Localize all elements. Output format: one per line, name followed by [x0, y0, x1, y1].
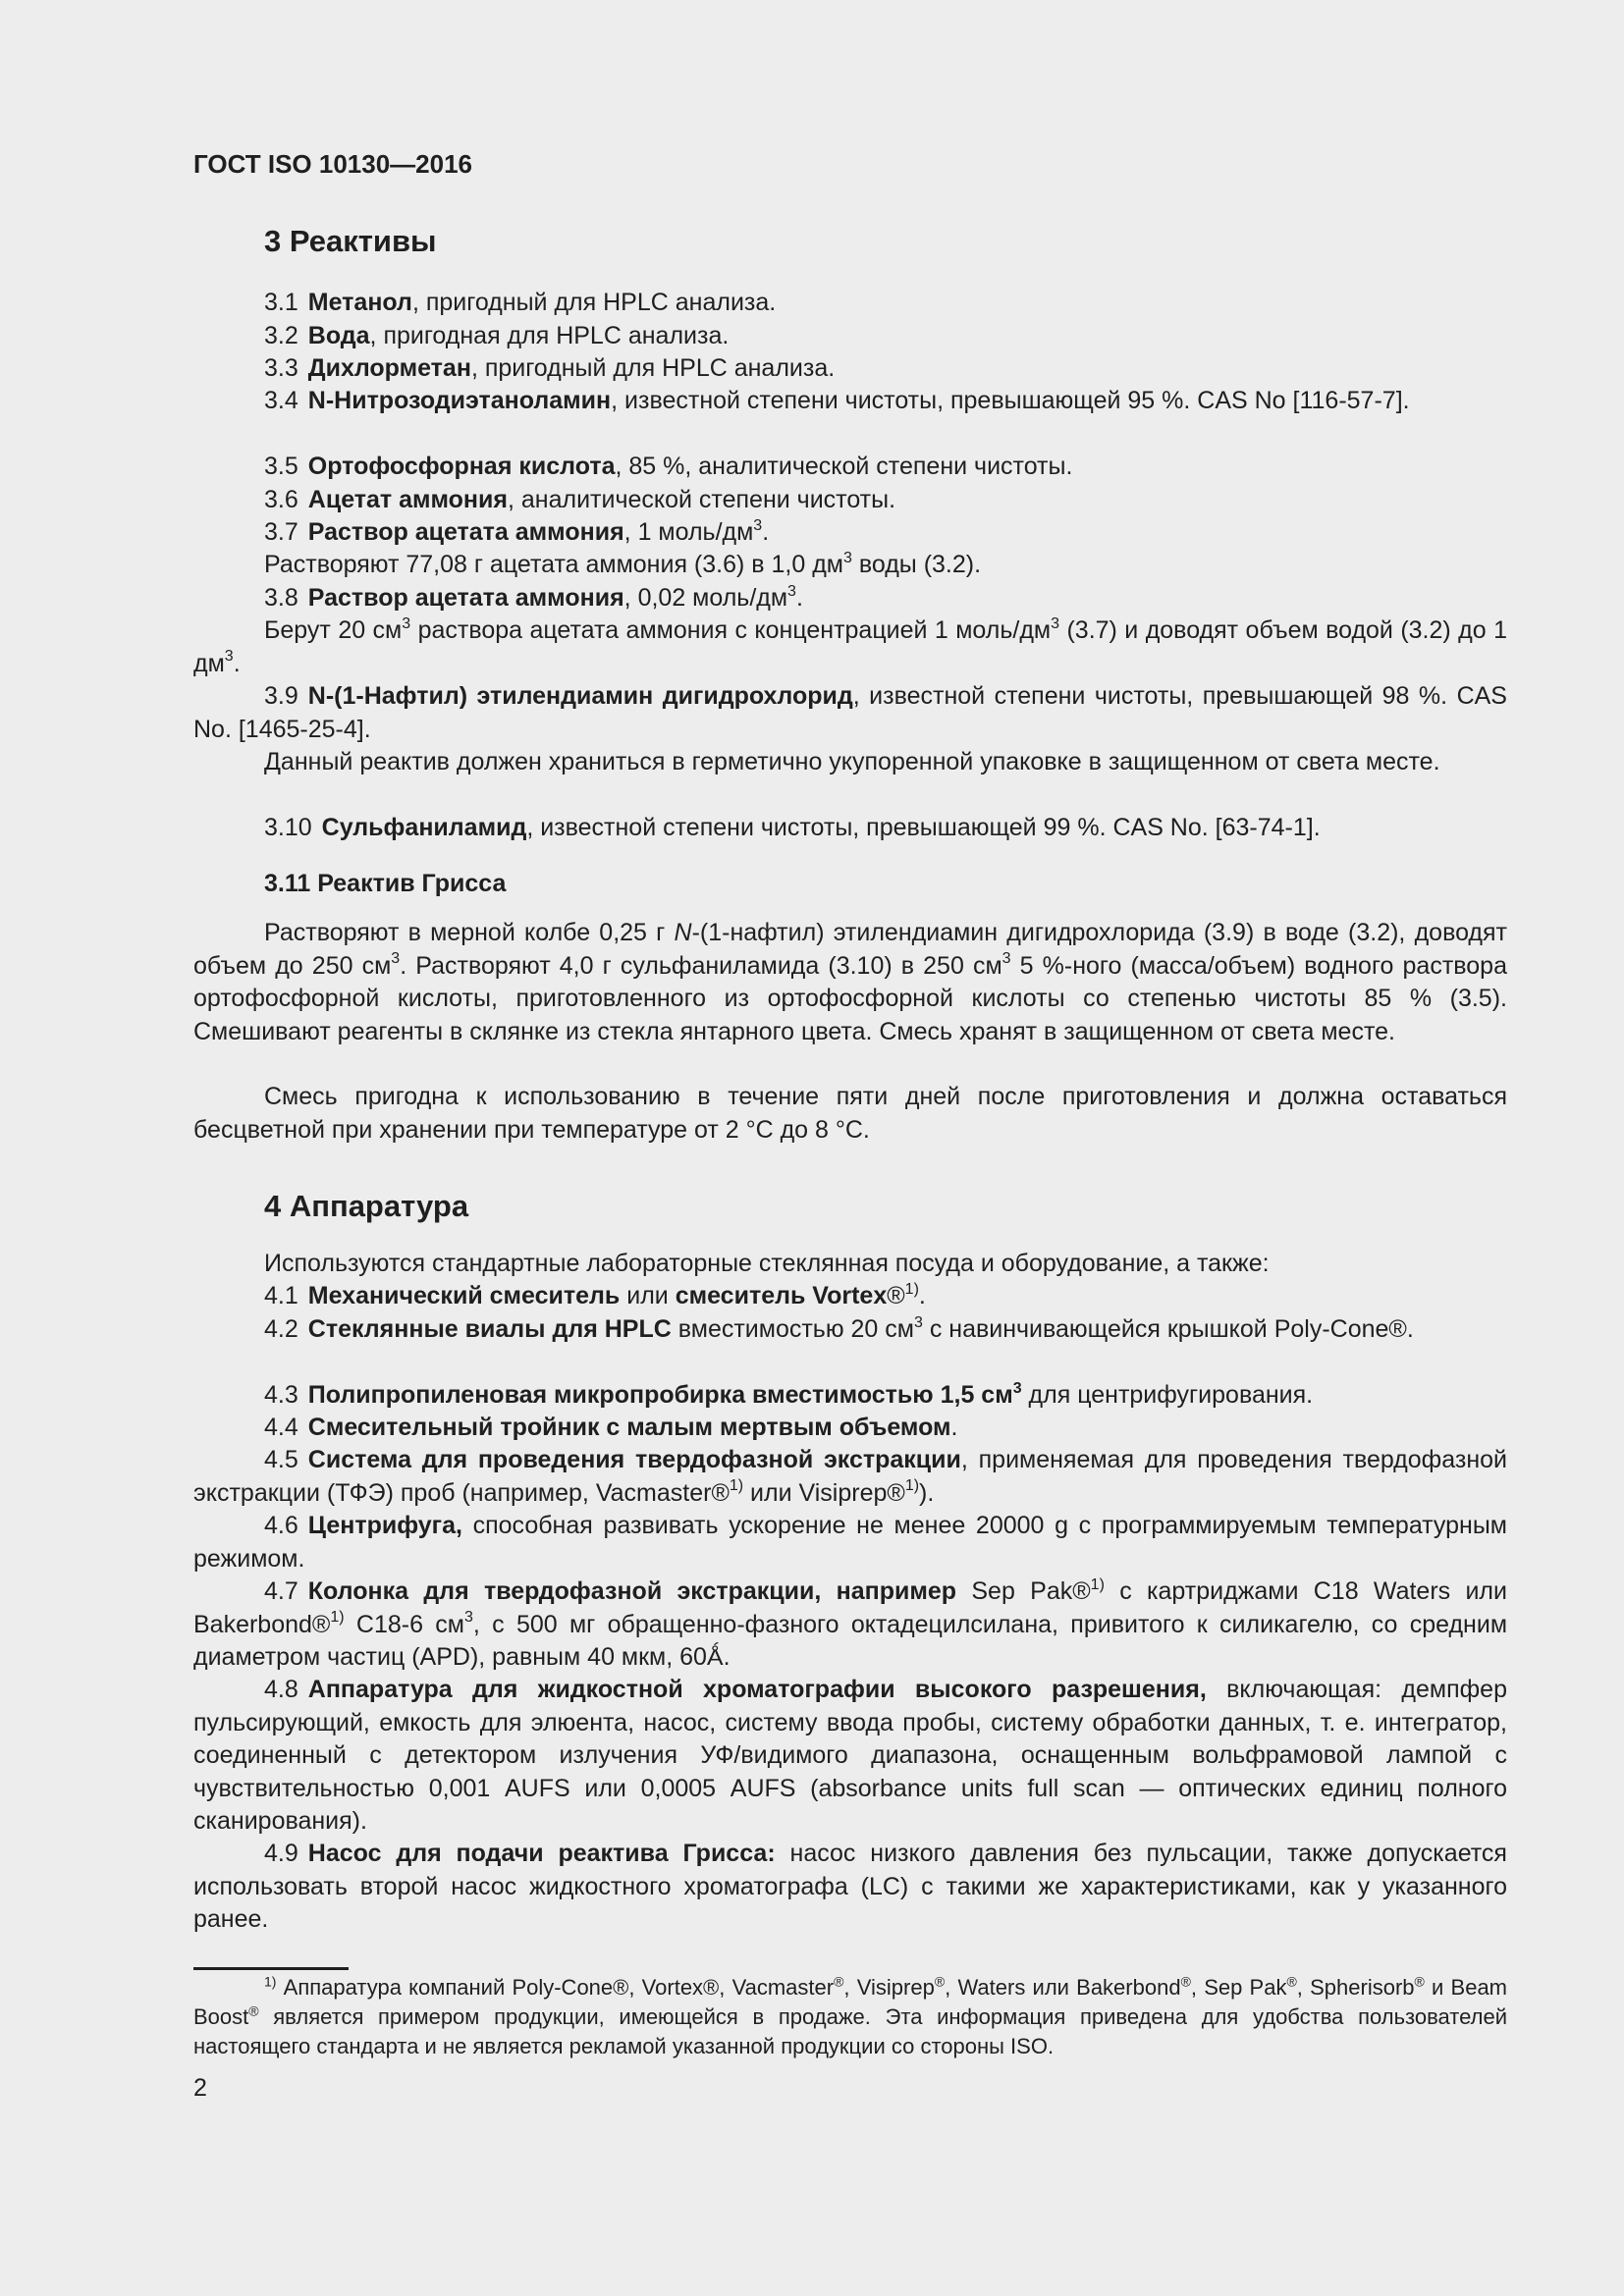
item-3-8: 3.8 Раствор ацетата аммония, 0,02 моль/$дм^3$.	[264, 582, 803, 612]
section-4-heading: 4 Аппаратура	[264, 1189, 469, 1223]
item-3-7: 3.7 Раствор ацетата аммония, 1 моль/$дм^3$.	[264, 516, 770, 546]
item-4-1: 4.1 Механический смеситель или смеситель Vortex®$^{1)}$.	[264, 1280, 926, 1309]
item-3-9: 3.9 N-(1-Нафтил) этилендиамин дигидрохлорид, известной степени чистоты, превышающей 98 %. CAS No. [1465-25-4].	[193, 682, 1507, 743]
item-4-6: 4.6 Центрифуга, способная развивать ускорение не менее 20000 g с программируемым температурным режимом.	[193, 1512, 1507, 1573]
subsection-3-11-heading: 3.11 Реактив Грисса	[264, 870, 507, 897]
paragraph-3-7: Растворяют 77,08 г ацетата аммония (3.6) в 1,0 $дм^3$ воды (3.2).	[264, 549, 982, 578]
paragraph-4-intro: Используются стандартные лабораторные стеклянная посуда и оборудование, а также:	[264, 1250, 1270, 1277]
item-3-1: 3.1 Метанол, пригодный для HPLC анализа.	[264, 289, 777, 316]
paragraph-3-9: Данный реактив должен храниться в герметично укупоренной упаковке в защищенном от света месте.	[264, 748, 1440, 775]
item-4-9: 4.9 Насос для подачи реактива Грисса: насос низкого давления без пульсации, также допускается использовать второй насос жидкостного хроматографа (LC) с такими же характеристиками, как у указанного ранее.	[193, 1840, 1507, 1933]
paragraph-3-11-a: Растворяют в мерной колбе 0,25 г N-(1-нафтил) этилендиамин дигидрохлорида (3.9) в воде (3.2), доводят объем до 250 $см^3$. Растворяют 4,0 г сульфаниламида (3.10) в 250 $см^3$ 5 %-ного (масса/объем) водного раствора ортофосфорной кислоты, приготовленного из ортофосфорной кислоты со степенью чистоты 85 % (3.5). Смешивают реагенты в склянке из стекла янтарного цвета. Смесь хранят в защищенном от света месте.	[193, 919, 1508, 1045]
item-4-8: 4.8 Аппаратура для жидкостной хроматографии высокого разрешения, включающая: демпфер пульсирующий, емкость для элюента, насос, систему ввода пробы, систему обработки данных, т. е. интегратор, соединенный с детектором излучения УФ/видимого диапазона, оснащенным вольфрамовой лампой с чувствительностью 0,001 AUFS или 0,0005 AUFS (absorbance units full scan — оптических единиц полного сканирования).	[193, 1676, 1507, 1835]
item-4-3: 4.3 Полипропиленовая микропробирка вместимостью 1,5 $см^3$ для центрифугирования.	[264, 1379, 1314, 1409]
paragraph-3-11-b: Смесь пригодна к использованию в течение пяти дней после приготовления и должна оставаться бесцветной при хранении при температуре от 2 °С до 8 °С.	[193, 1083, 1507, 1144]
item-3-10: 3.10 Сульфаниламид, известной степени чистоты, превышающей 99 %. CAS No. [63-74-1].	[264, 814, 1321, 841]
document-header: ГОСТ ISO 10130—2016	[193, 149, 473, 179]
item-3-5: 3.5 Ортофосфорная кислота, 85 %, аналитической степени чистоты.	[264, 453, 1073, 480]
paragraph-3-8: Берут 20 $см^3$ раствора ацетата аммония с концентрацией 1 моль/$дм^3$ (3.7) и доводят объем водой (3.2) до 1 $дм^3$.	[193, 614, 1507, 677]
section-3-heading: 3 Реактивы	[264, 224, 437, 258]
item-3-2: 3.2 Вода, пригодная для HPLC анализа.	[264, 322, 730, 349]
footnote: $^{1)}$ Аппаратура компаний Poly-Cone®, Vortex®, Vacmaster®, Visiprep®, Waters или Bakerbond®, Sep Pak®, Spherisorb® и Beam Boost® является примером продукции, имеющейся в продаже. Эта информация приведена для удобства пользователей настоящего стандарта и не является рекламой указанной продукции со стороны ISO.	[193, 1973, 1508, 2058]
footnote-separator	[193, 1967, 349, 1970]
item-3-6: 3.6 Ацетат аммония, аналитической степени чистоты.	[264, 486, 896, 513]
page-number: 2	[193, 2074, 207, 2102]
item-3-3: 3.3 Дихлорметан, пригодный для HPLC анализа.	[264, 354, 836, 382]
item-4-4: 4.4 Смесительный тройник с малым мертвым объемом.	[264, 1414, 958, 1441]
item-4-2: 4.2 Стеклянные виалы для HPLC вместимостью 20 $см^3$ с навинчивающейся крышкой Poly-Cone®.	[264, 1313, 1414, 1343]
item-4-5: 4.5 Система для проведения твердофазной экстракции, применяемая для проведения твердофазной экстракции (ТФЭ) проб (например, Vacmaster®$^{1)}$ или Visiprep®$^{1)}$).	[193, 1446, 1507, 1507]
item-4-7: 4.7 Колонка для твердофазной экстракции, например Sep Pak®$^{1)}$ с картриджами С18 Waters или Bakerbond®$^{1)}$ С18-6 $см^3$, с 500 мг обращенно-фазного октадецилсилана, привитого к силикагелю, со средним диаметром частиц (APD), равным 40 мкм, 60Ǻ.	[193, 1575, 1508, 1671]
item-3-4: 3.4 N-Нитрозодиэтаноламин, известной степени чистоты, превышающей 95 %. CAS No [116-57-7].	[264, 387, 1410, 414]
